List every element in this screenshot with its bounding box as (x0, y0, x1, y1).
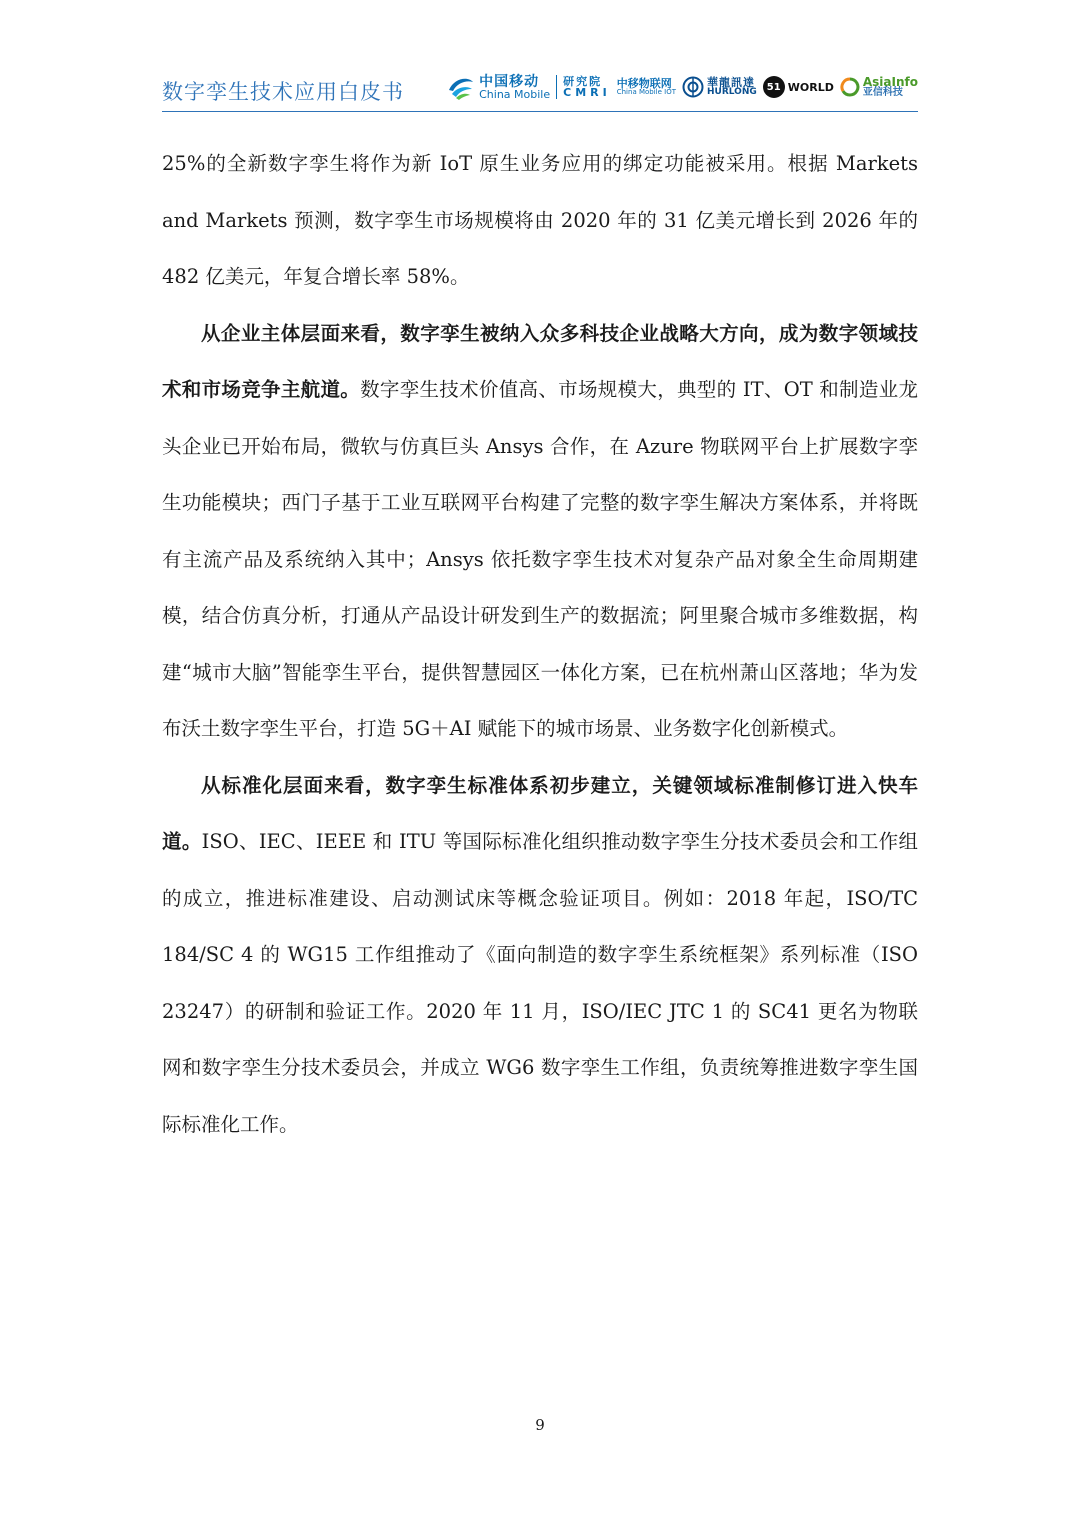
document-title: 数字孪生技术应用白皮书 (162, 80, 404, 104)
china-mobile-cn: 中国移动 (479, 73, 540, 90)
china-mobile-en: China Mobile (479, 87, 551, 101)
body-content (162, 136, 918, 1153)
cmri-logo (563, 76, 611, 98)
logo-divider (556, 75, 557, 99)
paragraph-enterprise-lead: 从企业主体层面来看，数字孪生被纳入众多科技企业战略大方向，成为数字领域技术和市场竞争主航道。 (162, 321, 918, 401)
paragraph-market-text: 25%的全新数字孪生将作为新 IoT 原生业务应用的绑定功能被采用。根据 Markets and Markets 预测，数字孪生市场规模将由 2020 年的 31 亿美元增长到 2026 年的 482 亿美元，年复合增长率 58%。 (162, 152, 918, 288)
china-mobile-swirl-icon (446, 74, 476, 100)
51world-mark: 51 (763, 76, 785, 98)
page-number: 9 (535, 1416, 545, 1434)
paragraph-market (162, 136, 918, 306)
paragraph-standards-text: ISO、IEC、IEEE 和 ITU 等国际标准化组织推动数字孪生分技术委员会和工作组的成立，推进标准建设、启动测试床等概念验证项目。例如：2018 年起，ISO/TC 184/SC 4 的 WG15 工作组推动了《面向制造的数字孪生系统框架》系列标准（ISO 23247）的研制和验证工作。2020 年 11 月，ISO/IEC JTC 1 的 SC41 更名为物联网和数字孪生分技术委员会，并成立 WG6 数字孪生工作组，负责统筹推进数字孪生国际标准化工作。 (162, 830, 918, 1136)
asiainfo-ring-icon (840, 77, 860, 97)
cmri-cn: 研究院 (563, 75, 603, 88)
paragraph-standards-lead: 从标准化层面来看，数字孪生标准体系初步建立，关键领域标准制修订进入快车道。 (162, 773, 918, 853)
hurlong-cn: 華龍訊達 (707, 76, 755, 89)
asiainfo-en: AsiaInfo (862, 75, 918, 89)
china-mobile-iot-logo (617, 78, 676, 96)
iot-cn: 中移物联网 (616, 77, 672, 90)
paragraph-enterprise (162, 306, 918, 758)
iot-en: China Mobile IOT (616, 88, 676, 96)
hurlong-logo (682, 76, 757, 98)
china-mobile-logo (446, 74, 550, 100)
hurlong-emblem-icon (682, 76, 704, 98)
paragraph-enterprise-text: 数字孪生技术价值高、市场规模大，典型的 IT、OT 和制造业龙头企业已开始布局，微软与仿真巨头 Ansys 合作，在 Azure 物联网平台上扩展数字孪生功能模块；西门子基于工业互联网平台构建了完整的数字孪生解决方案体系，并将既有主流产品及系统纳入其中；Ansys 依托数字孪生技术对复杂产品对象全生命周期建模，结合仿真分析，打通从产品设计研发到生产的数据流；阿里聚合城市多维数据，构建“城市大脑”智能孪生平台，提供智慧园区一体化方案，已在杭州萧山区落地；华为发布沃土数字孪生平台，打造 5G＋AI 赋能下的城市场景、业务数字化创新模式。 (162, 378, 918, 740)
asiainfo-cn: 亚信科技 (862, 87, 903, 98)
cmri-en: CMRI (563, 86, 611, 99)
asiainfo-logo (840, 76, 918, 98)
51world-text: WORLD (787, 80, 834, 94)
page-header (162, 62, 918, 108)
51world-logo (763, 76, 834, 98)
partner-logos (446, 68, 918, 106)
hurlong-en: HURLONG (707, 87, 757, 97)
paragraph-standards (162, 758, 918, 1154)
header-divider (162, 111, 918, 112)
